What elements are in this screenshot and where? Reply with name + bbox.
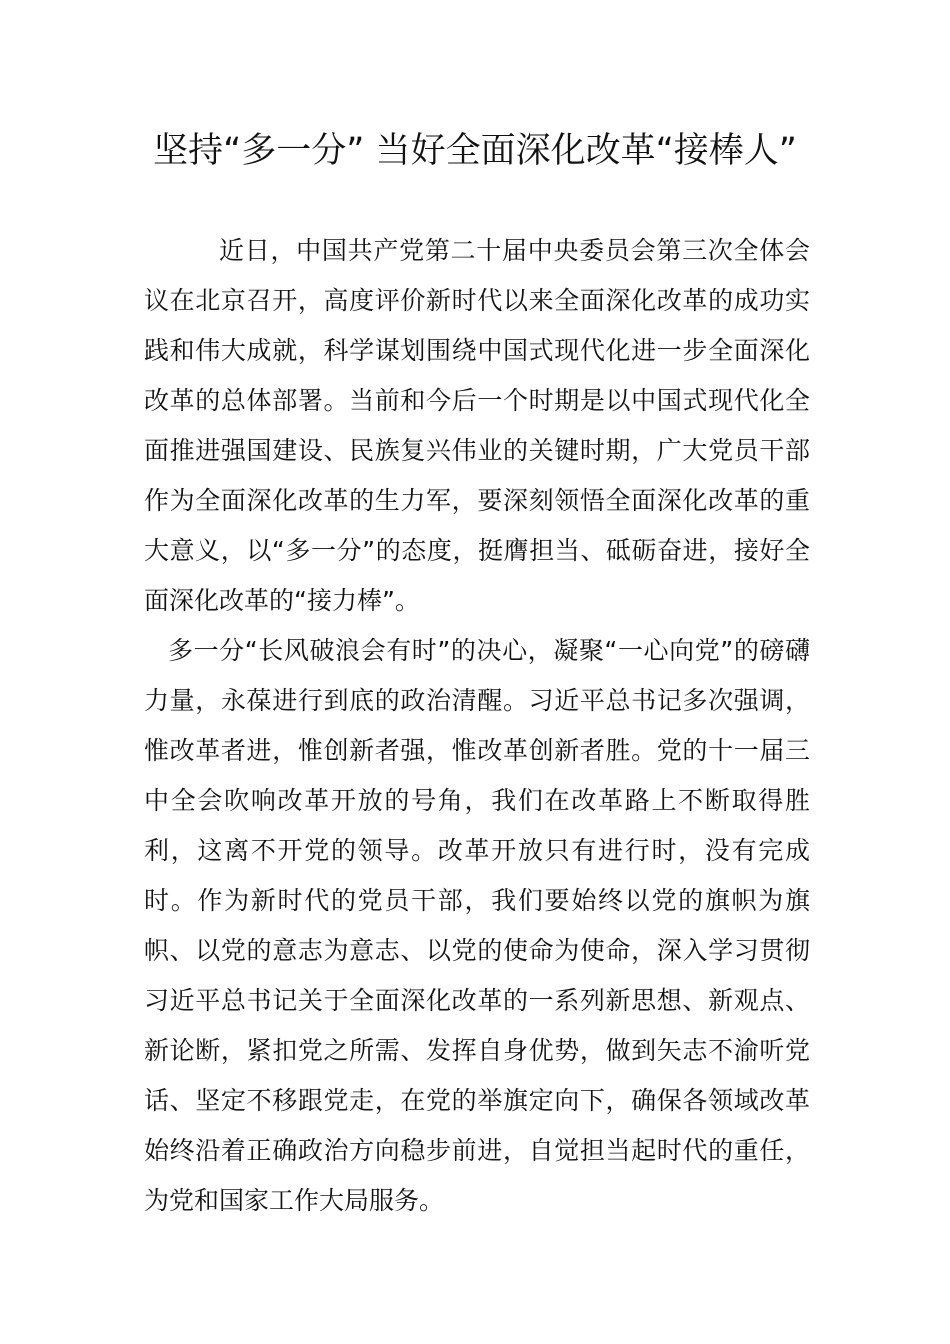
paragraph-2: 多一分“长风破浪会有时”的决心，凝聚“一心向党”的磅礴力量，永葆进行到底的政治清醒。习近平总书记多次强调，惟改革者进，惟创新者强，惟改革创新者胜。党的十一届三中全会吹响改革开放的号角，我们在改革路上不断取得胜利，这离不开党的领导。改革开放只有进行时，没有完成时。作为新时代的党员干部，我们要始终以党的旗帜为旗帜、以党的意志为意志、以党的使命为使命，深入学习贯彻习近平总书记关于全面深化改革的一系列新思想、新观点、新论断，紧扣党之所需、发挥自身优势，做到矢志不渝听党话、坚定不移跟党走，在党的举旗定向下，确保各领域改革始终沿着正确政治方向稳步前进，自觉担当起时代的重任，为党和国家工作大局服务。 [144,636,810,1215]
document-body [144,226,810,1226]
paragraph-1: 近日，中国共产党第二十届中央委员会第三次全体会议在北京召开，高度评价新时代以来全面深化改革的成功实践和伟大成就，科学谋划围绕中国式现代化进一步全面深化改革的总体部署。当前和今后一个时期是以中国式现代化全面推进强国建设、民族复兴伟业的关键时期，广大党员干部作为全面深化改革的生力军，要深刻领悟全面深化改革的重大意义，以“多一分”的态度，挺膺担当、砥砺奋进，接好全面深化改革的“接力棒”。 [144,236,810,615]
document-title: 坚持“多一分” 当好全面深化改革“接棒人” [153,131,797,171]
